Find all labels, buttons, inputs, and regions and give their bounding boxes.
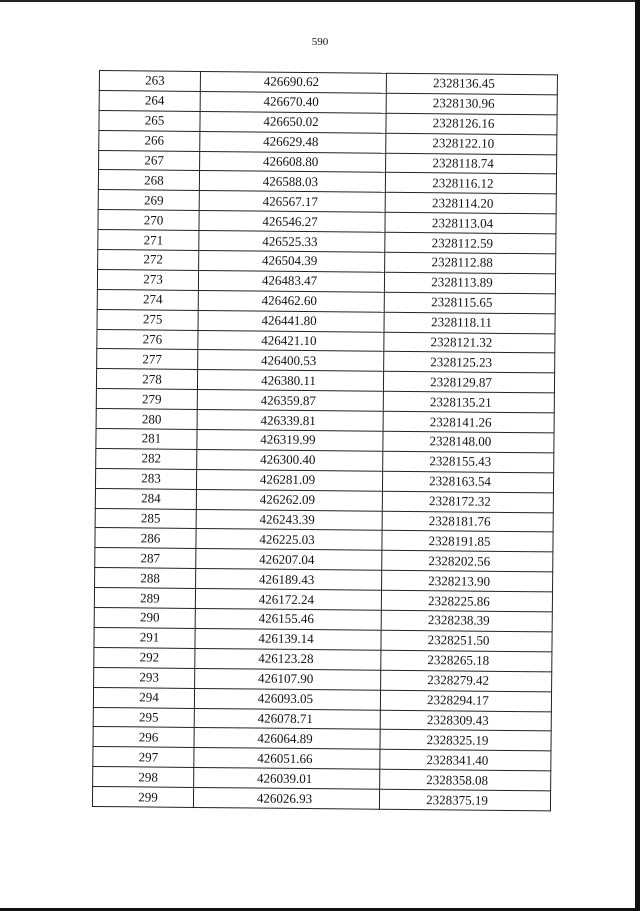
point-number-cell-text: 296 [138,729,159,745]
point-number-cell [99,150,200,171]
x-coordinate-cell-text: 426243.39 [259,511,315,528]
x-coordinate-cell [196,509,382,531]
point-number-cell [95,488,196,509]
x-coordinate-cell [198,310,384,332]
point-number-cell-text: 280 [141,411,162,427]
y-coordinate-cell-text: 2328213.90 [428,572,491,589]
y-coordinate-cell-text: 2328202.56 [428,552,491,569]
x-coordinate-cell [194,748,380,770]
y-coordinate-cell [380,750,551,772]
x-coordinate-cell [194,768,380,790]
x-coordinate-cell-text: 426139.14 [258,630,314,647]
y-coordinate-cell [386,73,557,95]
point-number-cell-text: 264 [144,92,165,108]
point-number-cell [93,707,194,728]
x-coordinate-cell-text: 426300.40 [260,451,316,468]
y-coordinate-cell-text: 2328113.04 [431,214,494,231]
point-number-cell-text: 273 [143,271,163,287]
point-number-cell-text: 295 [138,709,159,725]
point-number-cell [94,627,195,648]
y-coordinate-cell-text: 2328251.50 [427,632,490,649]
point-number-cell-text: 289 [140,590,160,606]
point-number-cell [95,468,196,489]
point-number-cell-text: 299 [138,788,158,805]
x-coordinate-cell [196,569,382,591]
x-coordinate-cell-text: 426155.46 [258,611,314,627]
x-coordinate-cell [200,111,386,133]
y-coordinate-cell-text: 2328113.89 [431,274,493,291]
y-coordinate-cell [384,272,555,294]
y-coordinate-cell-text: 2328116.12 [432,175,494,191]
point-number-cell-text: 270 [143,212,164,228]
point-number-cell-text: 275 [142,311,163,327]
point-number-cell-text: 292 [139,649,160,665]
point-number-cell-text: 286 [140,530,161,546]
x-coordinate-cell-text: 426172.24 [258,591,315,607]
y-coordinate-cell [386,133,557,155]
x-coordinate-cell-text: 426281.09 [259,471,316,488]
y-coordinate-cell [386,93,557,115]
point-number-cell-text: 297 [138,749,159,765]
y-coordinate-cell [382,551,553,573]
point-number-cell [97,309,198,330]
x-coordinate-cell [195,668,381,690]
point-number-cell-text: 272 [143,251,164,268]
point-number-cell-text: 266 [144,132,165,148]
point-number-cell-text: 265 [144,112,165,128]
point-number-cell [95,508,196,529]
x-coordinate-cell [196,529,382,551]
y-coordinate-cell-text: 2328129.87 [430,373,492,390]
y-coordinate-cell [383,372,554,394]
x-coordinate-cell-text: 426441.80 [261,312,317,329]
point-number-cell-text: 298 [138,769,159,785]
y-coordinate-cell [382,511,553,533]
x-coordinate-cell [200,71,386,93]
y-coordinate-cell-text: 2328172.32 [428,493,491,509]
point-number-cell [96,409,197,430]
x-coordinate-cell-text: 426421.10 [261,332,317,349]
point-number-cell-text: 291 [139,629,160,645]
y-coordinate-cell-text: 2328114.20 [432,194,494,211]
x-coordinate-cell [194,728,380,750]
point-number-cell-text: 278 [142,371,162,387]
point-number-cell [96,429,197,450]
y-coordinate-cell-text: 2328135.21 [429,393,492,410]
y-coordinate-cell-text: 2328118.74 [432,155,494,171]
y-coordinate-cell [384,292,555,314]
point-number-cell [92,787,193,808]
point-number-cell [99,130,200,151]
x-coordinate-cell [193,788,379,810]
point-number-cell [97,289,198,310]
y-coordinate-cell [380,690,551,712]
point-number-cell-text: 293 [139,669,159,685]
x-coordinate-cell-text: 426629.48 [263,133,319,150]
page-number: 590 [311,36,329,48]
point-number-cell [98,210,199,231]
x-coordinate-cell [199,211,385,233]
y-coordinate-cell [385,212,556,234]
y-coordinate-cell [385,232,556,254]
x-coordinate-cell [198,290,384,312]
y-coordinate-cell [385,173,556,195]
point-number-cell [93,747,194,768]
point-number-cell [97,269,198,290]
y-coordinate-cell [386,113,557,135]
point-number-cell [99,90,200,111]
x-coordinate-cell [195,628,381,650]
x-coordinate-cell [198,330,384,352]
y-coordinate-cell-text: 2328181.76 [428,513,491,529]
y-coordinate-cell-text: 2328136.45 [432,75,495,92]
y-coordinate-cell [381,650,552,672]
y-coordinate-cell-text: 2328341.40 [426,751,489,768]
x-coordinate-cell-text: 426339.81 [260,412,316,428]
x-coordinate-cell [196,489,382,511]
y-coordinate-cell-text: 2328118.11 [431,314,493,330]
y-coordinate-cell [382,471,553,493]
x-coordinate-cell [199,250,385,272]
point-number-cell [93,727,194,748]
point-number-cell [98,190,199,211]
point-number-cell [97,349,198,370]
point-number-cell [96,389,197,410]
x-coordinate-cell-text: 426051.66 [257,750,313,766]
y-coordinate-cell [382,491,553,513]
x-coordinate-cell-text: 426359.87 [260,392,317,408]
point-number-cell [96,448,197,469]
coordinate-table-body [92,71,557,811]
y-coordinate-cell [385,252,556,274]
x-coordinate-cell-text: 426380.11 [261,372,316,388]
coordinate-table [92,70,558,811]
coordinate-table-wrapper [92,70,556,811]
x-coordinate-cell-text: 426064.89 [257,730,313,746]
point-number-cell-text: 279 [142,391,162,407]
y-coordinate-cell-text: 2328225.86 [427,592,490,609]
y-coordinate-cell-text: 2328115.65 [431,294,493,311]
x-coordinate-cell-text: 426207.04 [259,551,315,567]
y-coordinate-cell [383,451,554,473]
point-number-cell-text: 276 [142,331,163,347]
y-coordinate-cell [381,610,552,632]
x-coordinate-cell-text: 426400.53 [261,352,317,369]
y-coordinate-cell-text: 2328148.00 [429,433,492,450]
x-coordinate-cell [195,589,381,611]
y-coordinate-cell [381,590,552,612]
point-number-cell [93,767,194,788]
y-coordinate-cell [381,670,552,692]
point-number-cell [98,250,199,271]
y-coordinate-cell-text: 2328309.43 [426,712,489,728]
x-coordinate-cell [195,608,381,630]
x-coordinate-cell [200,131,386,153]
y-coordinate-cell-text: 2328130.96 [432,95,495,112]
x-coordinate-cell-text: 426546.27 [262,213,318,229]
x-coordinate-cell-text: 426225.03 [259,531,315,548]
point-number-cell [98,230,199,251]
x-coordinate-cell-text: 426483.47 [261,272,318,289]
x-coordinate-cell-text: 426107.90 [257,670,314,687]
y-coordinate-cell [379,789,550,811]
x-coordinate-cell [200,151,386,173]
x-coordinate-cell [195,648,381,670]
point-number-cell-text: 277 [142,351,163,367]
point-number-cell [96,369,197,390]
point-number-cell [97,329,198,350]
x-coordinate-cell-text: 426093.05 [257,690,314,707]
x-coordinate-cell-text: 426189.43 [258,571,315,587]
x-coordinate-cell [198,350,384,372]
point-number-cell-text: 267 [144,152,164,168]
point-number-cell-text: 271 [143,231,164,248]
point-number-cell-text: 274 [142,291,163,307]
y-coordinate-cell [380,730,551,752]
scan-edge-top [0,0,640,2]
x-coordinate-cell-text: 426670.40 [263,93,319,110]
x-coordinate-cell-text: 426650.02 [263,113,319,130]
y-coordinate-cell-text: 2328163.54 [429,473,492,490]
y-coordinate-cell-text: 2328112.88 [431,254,493,271]
x-coordinate-cell-text: 426039.01 [257,770,313,786]
point-number-cell-text: 283 [141,470,161,486]
x-coordinate-cell [197,429,383,451]
point-number-cell-text: 287 [140,550,161,566]
x-coordinate-cell [194,708,380,730]
y-coordinate-cell-text: 2328358.08 [426,771,489,788]
x-coordinate-cell-text: 426462.60 [261,292,317,309]
y-coordinate-cell [383,431,554,453]
y-coordinate-cell [383,391,554,413]
x-coordinate-cell [200,91,386,113]
x-coordinate-cell [196,549,382,571]
point-number-cell-text: 282 [141,450,162,466]
x-coordinate-cell-text: 426262.09 [259,491,316,508]
y-coordinate-cell-text: 2328112.59 [431,234,494,251]
y-coordinate-cell-text: 2328265.18 [427,652,490,669]
y-coordinate-cell-text: 2328126.16 [432,115,495,132]
point-number-cell [95,528,196,549]
x-coordinate-cell [199,231,385,253]
point-number-cell [99,71,200,92]
point-number-cell [94,588,195,609]
y-coordinate-cell-text: 2328141.26 [429,413,492,430]
x-coordinate-cell [197,390,383,412]
y-coordinate-cell-text: 2328122.10 [432,135,495,151]
y-coordinate-cell-text: 2328279.42 [427,672,490,688]
y-coordinate-cell [386,153,557,175]
x-coordinate-cell [194,688,380,710]
y-coordinate-cell [384,332,555,354]
y-coordinate-cell-text: 2328294.17 [427,692,489,708]
y-coordinate-cell [382,571,553,593]
y-coordinate-cell-text: 2328121.32 [430,334,493,350]
y-coordinate-cell [383,411,554,433]
point-number-cell-text: 269 [143,192,164,208]
x-coordinate-cell-text: 426078.71 [257,710,313,727]
x-coordinate-cell-text: 426588.03 [262,173,319,189]
point-number-cell [95,548,196,569]
y-coordinate-cell [381,630,552,652]
point-number-cell-text: 288 [140,570,160,586]
point-number-cell [94,667,195,688]
x-coordinate-cell [199,191,385,213]
point-number-cell-text: 281 [141,430,162,447]
y-coordinate-cell-text: 2328191.85 [428,533,491,549]
point-number-cell-text: 263 [145,72,165,89]
point-number-cell [94,608,195,629]
x-coordinate-cell-text: 426690.62 [263,74,320,90]
point-number-cell-text: 290 [139,609,160,626]
x-coordinate-cell-text: 426504.39 [261,253,318,269]
x-coordinate-cell [196,469,382,491]
y-coordinate-cell [380,769,551,791]
y-coordinate-cell-text: 2328125.23 [430,354,493,370]
point-number-cell-text: 294 [139,689,159,705]
point-number-cell [94,647,195,668]
point-number-cell-text: 285 [140,510,161,526]
x-coordinate-cell-text: 426525.33 [262,233,318,249]
point-number-cell [95,568,196,589]
x-coordinate-cell-text: 426026.93 [256,790,313,806]
point-number-cell [93,687,194,708]
x-coordinate-cell [197,449,383,471]
y-coordinate-cell-text: 2328238.39 [427,612,490,629]
x-coordinate-cell [197,410,383,432]
x-coordinate-cell [198,270,384,292]
y-coordinate-cell [385,193,556,215]
point-number-cell [98,170,199,191]
x-coordinate-cell-text: 426123.28 [258,650,314,667]
x-coordinate-cell-text: 426608.80 [262,153,319,170]
y-coordinate-cell [384,352,555,374]
table-row [92,787,550,811]
x-coordinate-cell [197,370,383,392]
y-coordinate-cell-text: 2328375.19 [426,791,488,808]
point-number-cell [99,110,200,131]
y-coordinate-cell [384,312,555,334]
x-coordinate-cell-text: 426319.99 [260,432,316,448]
scan-edge-right [635,0,640,911]
x-coordinate-cell [199,171,385,193]
x-coordinate-cell-text: 426567.17 [262,193,318,209]
y-coordinate-cell-text: 2328155.43 [429,453,492,470]
y-coordinate-cell [382,531,553,553]
point-number-cell-text: 284 [141,490,161,506]
y-coordinate-cell-text: 2328325.19 [426,732,489,748]
point-number-cell-text: 268 [144,172,164,188]
y-coordinate-cell [380,710,551,732]
